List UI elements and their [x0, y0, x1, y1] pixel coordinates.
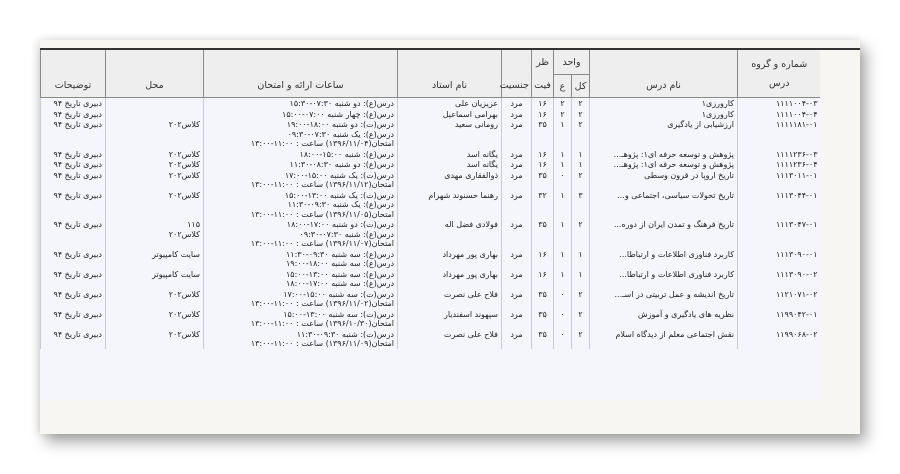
- teacher-name: یگانه اسد: [398, 159, 502, 170]
- teacher-name: یگانه اسد: [398, 149, 502, 160]
- header-capacity-line1[interactable]: ظر: [532, 50, 554, 75]
- header-course-code[interactable]: [738, 50, 821, 98]
- schedule-line: درس(ع): شنبه ۱۵:۰۰-۱۸:۰۰: [299, 149, 394, 159]
- course-name: کاربرد فناوری اطلاعات و ارتباطا...: [590, 249, 738, 269]
- schedule-line: درس(ت): دو شنبه ۱۸:۰۰-۱۹:۰۰: [286, 120, 394, 129]
- units-practical: ۱: [554, 269, 572, 289]
- units-total: ۲: [572, 309, 590, 329]
- capacity: ۱۶: [532, 149, 554, 160]
- notes-cell: دبیری تاریخ ۹۴: [41, 269, 106, 289]
- gender: مرد: [502, 309, 532, 329]
- schedule-line: درس(ع): دو شنبه ۰۷:۳۰-۱۵:۳۰: [289, 99, 394, 108]
- schedule-line: درس(ع): سه شنبه ۱۳:۰۰-۱۵:۰۰: [285, 269, 394, 279]
- units-total: ۱: [572, 149, 590, 160]
- units-practical: ۰: [554, 170, 572, 190]
- course-code: ۱۱۱۱۰۰۴-۰۴: [738, 109, 821, 120]
- course-name: پژوهش و توسعه حرفه ای۱: پژوهـ...: [590, 159, 738, 170]
- course-name: نظریه های یادگیری و آموزش: [590, 309, 738, 329]
- course-code: ۱۱۹۹۰۶۸-۰۲: [738, 329, 821, 349]
- header-schedule[interactable]: ساعات ارائه و امتحان: [204, 50, 398, 98]
- schedule-cell: [204, 329, 398, 349]
- units-practical: ۰: [554, 309, 572, 329]
- course-name: تاریخ اندیشه و عمل تربیتی در اسـ...: [590, 289, 738, 309]
- units-total: ۲: [572, 98, 590, 109]
- schedule-cell: [204, 170, 398, 190]
- schedule-line: امتحان(۱۳۹۶/۱۱/۰۷) ساعت : ۱۱:۰۰-۱۳:۰۰: [250, 239, 394, 248]
- units-practical: ۱: [554, 119, 572, 149]
- capacity: ۳۵: [532, 119, 554, 149]
- capacity: ۳۵: [532, 309, 554, 329]
- units-total: ۳: [572, 190, 590, 220]
- course-row[interactable]: [41, 289, 821, 309]
- schedule-cell: [204, 249, 398, 269]
- location-cell: [106, 269, 204, 289]
- capacity: ۳۲: [532, 190, 554, 220]
- teacher-name: بهرامی اسماعیل: [398, 109, 502, 120]
- notes-cell: دبیری تاریخ ۹۴: [41, 170, 106, 190]
- schedule-line: امتحان(۱۳۹۶/۱۰/۳۰) ساعت : ۱۱:۰۰-۱۳:۰۰: [250, 319, 394, 328]
- location-cell: [106, 309, 204, 329]
- header-course-code-line2: درس: [769, 77, 790, 89]
- schedule-cell: [204, 159, 398, 170]
- capacity: ۱۶: [532, 249, 554, 269]
- header-units: واحد: [554, 50, 590, 75]
- notes-cell: دبیری تاریخ ۹۴: [41, 159, 106, 170]
- teacher-name: فولادی فضل اله: [398, 219, 502, 249]
- schedule-line: درس(ع): سه شنبه ۰۹:۳۰-۱۱:۳۰: [285, 249, 394, 259]
- course-code: ۱۱۱۳۰۹۰-۰۱: [738, 249, 821, 269]
- notes-cell: دبیری تاریخ ۹۴: [41, 190, 106, 220]
- header-course-code-line1: شماره و گروه: [751, 58, 808, 70]
- course-code: ۱۱۱۱۰۰۴-۰۳: [738, 98, 821, 109]
- notes-cell: دبیری تاریخ ۹۴: [41, 149, 106, 160]
- teacher-name: فلاح علی نصرت: [398, 329, 502, 349]
- teacher-name: رهنما حسنوند شهرام: [398, 190, 502, 220]
- location-cell: [106, 98, 204, 109]
- gender: مرد: [502, 98, 532, 109]
- course-name: تاریخ تحولات سیاسی، اجتماعی و...: [590, 190, 738, 220]
- location-line: کلاس۲۰۲: [168, 309, 200, 319]
- schedule-line: امتحان(۱۳۹۶/۱۱/۰۵) ساعت : ۱۱:۰۰-۱۳:۰۰: [250, 209, 394, 219]
- location-cell: [106, 190, 204, 220]
- location-line: کلاس۲۰۲: [168, 229, 200, 239]
- location-line: کلاس۲۰۲: [168, 149, 200, 159]
- location-line: کلاس۲۰۲: [168, 120, 200, 129]
- location-cell: [106, 249, 204, 269]
- header-units-practical[interactable]: ع: [554, 75, 572, 98]
- schedule-line: درس(ع): چهار شنبه ۰۷:۰۰-۱۵:۰۰: [282, 109, 394, 119]
- course-row[interactable]: [41, 269, 821, 289]
- teacher-name: عزیزیان علی: [398, 98, 502, 109]
- capacity: ۱۶: [532, 109, 554, 120]
- location-cell: [106, 159, 204, 170]
- course-row[interactable]: [41, 190, 821, 220]
- location-line: سایت کامپیوتر: [152, 249, 200, 259]
- location-line: کلاس۲۰۲: [168, 160, 200, 169]
- header-gender[interactable]: جنسیت: [502, 50, 532, 98]
- gender: مرد: [502, 190, 532, 220]
- notes-cell: دبیری تاریخ ۹۴: [41, 119, 106, 149]
- course-code: ۱۱۱۱۲۳۶-۰۴: [738, 159, 821, 170]
- schedule-cell: [204, 109, 398, 120]
- schedule-line: امتحان(۱۳۹۶/۱۱/۰۴) ساعت : ۱۱:۰۰-۱۳:۰۰: [250, 139, 394, 148]
- course-row[interactable]: [41, 329, 821, 349]
- course-row[interactable]: [41, 159, 821, 170]
- location-cell: [106, 119, 204, 149]
- capacity: ۱۶: [532, 159, 554, 170]
- schedule-line: درس(ع): شنبه ۰۷:۳۰-۰۹:۳۰: [299, 229, 394, 239]
- schedule-cell: [204, 98, 398, 109]
- header-notes[interactable]: توضیحات: [41, 50, 106, 98]
- course-name: نقش اجتماعی معلم از دیدگاه اسلام: [590, 329, 738, 349]
- course-table: [40, 50, 820, 349]
- location-line: کلاس۲۰۲: [168, 289, 200, 299]
- location-line: سایت کامپیوتر: [152, 269, 200, 279]
- course-code: ۱۱۱۳۰۴۴-۰۱: [738, 190, 821, 220]
- units-practical: ۱: [554, 249, 572, 269]
- schedule-line: درس(ت): یک شنبه ۱۳:۰۰-۱۵:۰۰: [284, 190, 394, 200]
- schedule-cell: [204, 149, 398, 160]
- location-line: کلاس۲۰۲: [168, 170, 200, 180]
- notes-cell: دبیری تاریخ ۹۴: [41, 289, 106, 309]
- units-practical: ۲: [554, 109, 572, 120]
- notes-cell: دبیری تاریخ ۹۴: [41, 309, 106, 329]
- schedule-line: درس(ع): سه شنبه ۱۸:۰۰-۱۹:۰۰: [285, 259, 394, 268]
- schedule-line: درس(ت): سه شنبه ۱۳:۰۰-۱۵:۰۰: [283, 309, 394, 319]
- notes-cell: دبیری تاریخ ۹۴: [41, 329, 106, 349]
- teacher-name: ذوالفقاری مهدی: [398, 170, 502, 190]
- course-name: تاریخ فرهنگ و تمدن ایران از دوره...: [590, 219, 738, 249]
- schedule-line: درس(ع): یک شنبه ۰۷:۳۰-۰۹:۳۰: [287, 129, 394, 139]
- course-schedule-window: [40, 40, 860, 434]
- course-code: ۱۱۱۱۱۸۱-۰۱: [738, 119, 821, 149]
- course-name: پژوهش و توسعه حرفه ای۱: پژوهـ...: [590, 149, 738, 160]
- teacher-name: سپهوند اسفندیار: [398, 309, 502, 329]
- gender: مرد: [502, 219, 532, 249]
- notes-cell: دبیری تاریخ ۹۴: [41, 98, 106, 109]
- schedule-line: درس(ت): سه شنبه ۱۵:۰۰-۱۷:۰۰: [283, 289, 394, 299]
- schedule-line: درس(ت): شنبه ۰۹:۳۰-۱۱:۳۰: [296, 329, 394, 339]
- schedule-line: درس(ع): سه شنبه ۱۷:۰۰-۱۸:۰۰: [285, 279, 394, 288]
- location-line: کلاس۲۰۲: [168, 329, 200, 339]
- header-teacher[interactable]: نام استاد: [398, 50, 502, 98]
- units-total: ۱: [572, 249, 590, 269]
- schedule-cell: [204, 119, 398, 149]
- header-units-total[interactable]: کل: [572, 75, 590, 98]
- teacher-name: فلاح علی نصرت: [398, 289, 502, 309]
- gender: مرد: [502, 119, 532, 149]
- location-cell: [106, 109, 204, 120]
- units-total: ۱: [572, 159, 590, 170]
- units-total: ۲: [572, 219, 590, 249]
- units-total: ۱: [572, 269, 590, 289]
- course-row[interactable]: [41, 309, 821, 329]
- gender: مرد: [502, 329, 532, 349]
- gender: مرد: [502, 109, 532, 120]
- location-line: کلاس۲۰۲: [168, 190, 200, 200]
- course-row[interactable]: [41, 98, 821, 109]
- course-row[interactable]: [41, 249, 821, 269]
- course-row[interactable]: [41, 170, 821, 190]
- units-total: ۲: [572, 119, 590, 149]
- capacity: ۳۵: [532, 170, 554, 190]
- location-cell: [106, 149, 204, 160]
- units-practical: ۰: [554, 289, 572, 309]
- schedule-line: درس(ع): یک شنبه ۰۹:۳۰-۱۱:۳۰: [287, 200, 394, 209]
- course-table-container[interactable]: [40, 50, 820, 400]
- course-name: ارزشیابی از یادگیری: [590, 119, 738, 149]
- gender: مرد: [502, 249, 532, 269]
- window-top-bar: [40, 40, 860, 50]
- location-cell: [106, 329, 204, 349]
- units-practical: ۱: [554, 219, 572, 249]
- schedule-line: امتحان(۱۳۹۶/۱۱/۰۹) ساعت : ۱۱:۰۰-۱۳:۰۰: [250, 339, 394, 348]
- course-name: تاریخ اروپا در قرون وسطی: [590, 170, 738, 190]
- notes-cell: دبیری تاریخ ۹۴: [41, 249, 106, 269]
- course-row[interactable]: [41, 149, 821, 160]
- course-name: کارورزی۱: [590, 98, 738, 109]
- capacity: ۱۶: [532, 98, 554, 109]
- capacity: ۳۵: [532, 289, 554, 309]
- schedule-line: درس(ت): یک شنبه ۱۵:۰۰-۱۷:۰۰: [284, 170, 394, 180]
- schedule-cell: [204, 309, 398, 329]
- teacher-name: بهاری پور مهرداد: [398, 269, 502, 289]
- capacity: ۳۵: [532, 219, 554, 249]
- schedule-line: درس(ت): دو شنبه ۱۷:۰۰-۱۸:۰۰: [286, 220, 394, 229]
- location-cell: [106, 219, 204, 249]
- location-cell: [106, 170, 204, 190]
- schedule-cell: [204, 289, 398, 309]
- schedule-cell: [204, 219, 398, 249]
- units-total: ۲: [572, 329, 590, 349]
- course-code: ۱۱۱۳۰۱۱-۰۱: [738, 170, 821, 190]
- schedule-cell: [204, 190, 398, 220]
- course-name: کاربرد فناوری اطلاعات و ارتباطا...: [590, 269, 738, 289]
- course-code: ۱۱۱۳۰۹۰-۰۲: [738, 269, 821, 289]
- units-total: ۲: [572, 170, 590, 190]
- units-total: ۲: [572, 109, 590, 120]
- location-line: ۱۱۵: [187, 220, 200, 229]
- header-capacity-line2[interactable]: فیت: [532, 75, 554, 98]
- gender: مرد: [502, 289, 532, 309]
- course-row[interactable]: [41, 119, 821, 149]
- schedule-line: امتحان(۱۳۹۶/۱۱/۱۲) ساعت : ۱۱:۰۰-۱۳:۰۰: [250, 180, 394, 189]
- gender: مرد: [502, 170, 532, 190]
- location-cell: [106, 289, 204, 309]
- course-table-body: [41, 98, 821, 349]
- units-practical: ۰: [554, 329, 572, 349]
- gender: مرد: [502, 159, 532, 170]
- course-code: ۱۱۱۱۲۳۶-۰۳: [738, 149, 821, 160]
- schedule-line: امتحان(۱۳۹۶/۱۱/۰۲) ساعت : ۱۱:۰۰-۱۳:۰۰: [250, 299, 394, 308]
- schedule-line: درس(ع): دو شنبه ۰۸:۳۰-۱۱:۳۰: [289, 160, 394, 169]
- units-total: ۲: [572, 289, 590, 309]
- course-name: کارورزی۱: [590, 109, 738, 120]
- header-course-name[interactable]: نام درس: [590, 50, 738, 98]
- gender: مرد: [502, 149, 532, 160]
- header-location[interactable]: محل: [106, 50, 204, 98]
- notes-cell: دبیری تاریخ ۹۴: [41, 219, 106, 249]
- teacher-name: بهاری پور مهرداد: [398, 249, 502, 269]
- course-code: ۱۱۱۳۰۴۷-۰۱: [738, 219, 821, 249]
- units-practical: ۱: [554, 149, 572, 160]
- gender: مرد: [502, 269, 532, 289]
- schedule-cell: [204, 269, 398, 289]
- units-practical: ۱: [554, 159, 572, 170]
- units-practical: ۱: [554, 190, 572, 220]
- units-practical: ۲: [554, 98, 572, 109]
- course-row[interactable]: [41, 219, 821, 249]
- capacity: ۳۵: [532, 329, 554, 349]
- course-row[interactable]: [41, 109, 821, 120]
- course-code: ۱۱۹۹۰۴۲-۰۱: [738, 309, 821, 329]
- course-code: ۱۱۲۱۰۷۱-۰۲: [738, 289, 821, 309]
- teacher-name: رومانی سعید: [398, 119, 502, 149]
- notes-cell: دبیری تاریخ ۹۴: [41, 109, 106, 120]
- capacity: ۱۶: [532, 269, 554, 289]
